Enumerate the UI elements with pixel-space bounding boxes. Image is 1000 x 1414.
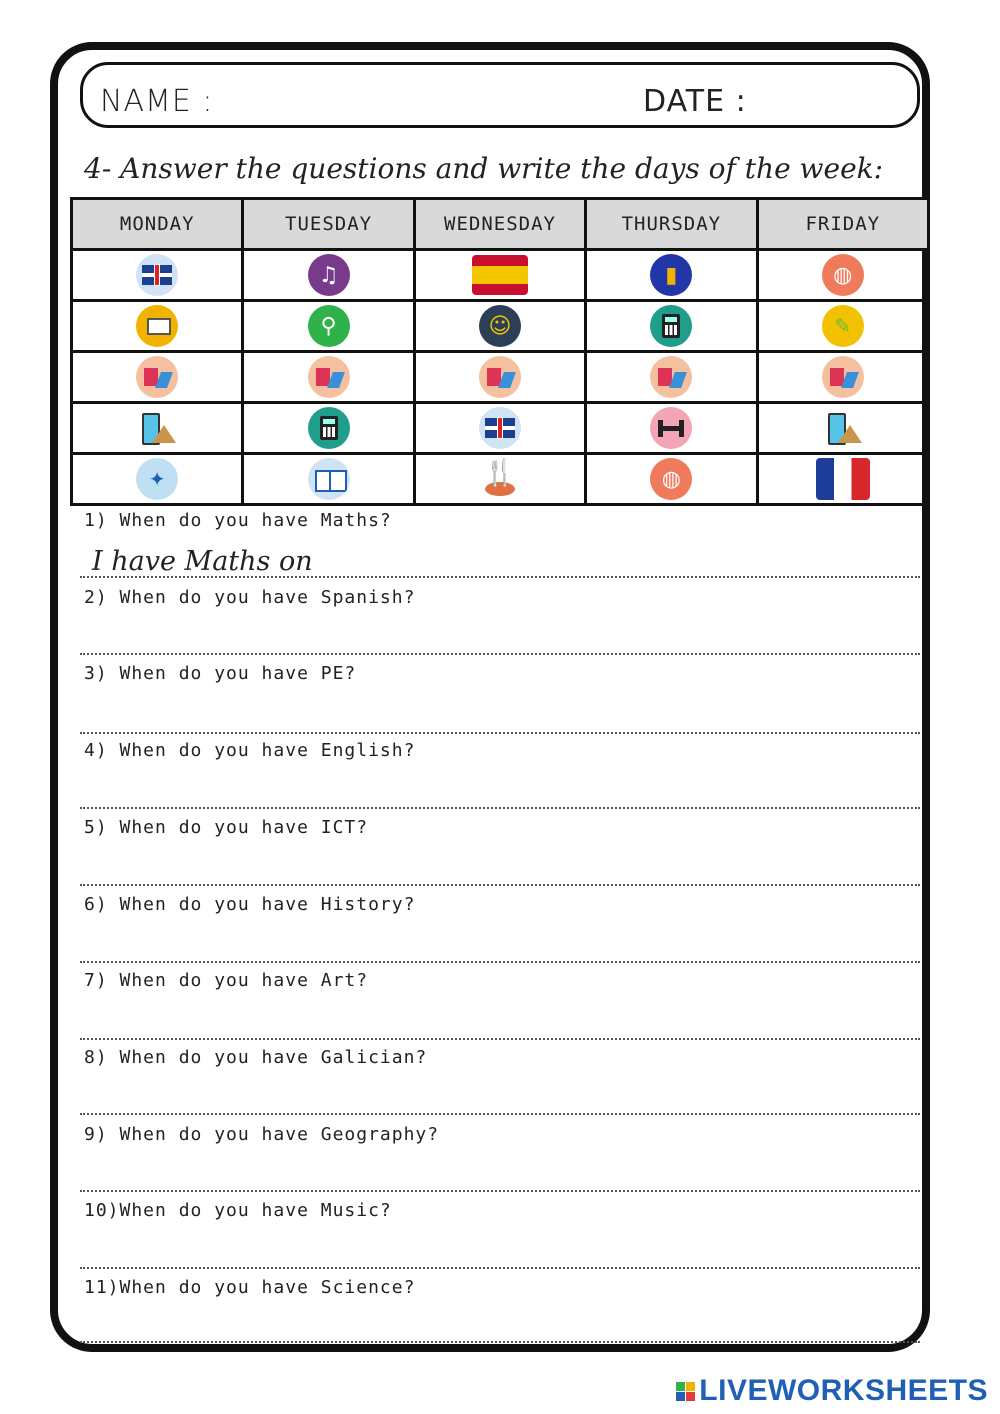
uk-flag-icon	[479, 407, 521, 449]
theatre-masks-icon: ☺	[479, 305, 521, 347]
timetable-cell	[757, 403, 928, 454]
answer-line[interactable]	[80, 1113, 920, 1115]
snack-icon	[822, 407, 864, 449]
answer-line[interactable]	[80, 961, 920, 963]
timetable-cell	[243, 352, 414, 403]
timetable-cell	[757, 352, 928, 403]
timetable-cell	[72, 301, 243, 352]
question-text: 1) When do you have Maths?	[84, 510, 392, 531]
snack-icon	[136, 407, 178, 449]
question-text: 11)When do you have Science?	[84, 1277, 416, 1298]
brand-text: LIVEWORKSHEETS	[699, 1374, 988, 1407]
question-text: 10)When do you have Music?	[84, 1200, 392, 1221]
timetable-cell	[243, 403, 414, 454]
timetable-cell	[586, 454, 757, 505]
timetable-row	[72, 250, 929, 301]
microscope-icon: ⚲	[308, 305, 350, 347]
answer-text[interactable]: I have Maths on	[92, 546, 313, 577]
timetable-cell	[72, 250, 243, 301]
instruction-text: 4- Answer the questions and write the days of the week:	[84, 152, 884, 185]
timetable-cell	[414, 301, 585, 352]
day-header-monday: MONDAY	[72, 199, 243, 250]
spain-flag-icon	[472, 255, 528, 295]
dumbbell-icon	[650, 407, 692, 449]
liveworksheets-brand[interactable]	[676, 1374, 988, 1408]
playground-icon	[479, 356, 521, 398]
day-header-tuesday: TUESDAY	[243, 199, 414, 250]
playground-icon	[136, 356, 178, 398]
computer-icon	[136, 305, 178, 347]
timetable-cell	[243, 250, 414, 301]
answer-line[interactable]	[80, 1267, 920, 1269]
history-column-icon: ▮	[650, 254, 692, 296]
timetable-cell	[586, 301, 757, 352]
timetable-cell	[586, 403, 757, 454]
calculator-icon	[308, 407, 350, 449]
timetable	[70, 197, 930, 506]
question-text: 3) When do you have PE?	[84, 663, 357, 684]
question-text: 9) When do you have Geography?	[84, 1124, 440, 1145]
question-text: 2) When do you have Spanish?	[84, 587, 416, 608]
timetable-row	[72, 352, 929, 403]
timetable-cell	[757, 250, 928, 301]
answer-line[interactable]	[80, 1038, 920, 1040]
calculator-icon	[650, 305, 692, 347]
timetable-cell	[243, 301, 414, 352]
uk-flag-icon	[136, 254, 178, 296]
name-label: NAME :	[100, 84, 214, 119]
timetable-header-row	[72, 199, 929, 250]
timetable-cell	[414, 352, 585, 403]
answer-line[interactable]	[80, 576, 920, 578]
paint-brushes-icon: ✎	[822, 305, 864, 347]
playground-icon	[822, 356, 864, 398]
answer-line[interactable]	[80, 807, 920, 809]
day-header-thursday: THURSDAY	[586, 199, 757, 250]
timetable-row	[72, 454, 929, 505]
date-label: DATE :	[643, 84, 747, 119]
answer-line[interactable]	[80, 1341, 920, 1343]
question-text: 7) When do you have Art?	[84, 970, 369, 991]
timetable-cell	[243, 454, 414, 505]
answer-line[interactable]	[80, 653, 920, 655]
lunch-icon: 🍴	[479, 458, 521, 500]
globe-icon: ◍	[650, 458, 692, 500]
question-text: 6) When do you have History?	[84, 894, 416, 915]
timetable-cell	[757, 454, 928, 505]
question-text: 8) When do you have Galician?	[84, 1047, 428, 1068]
timetable-row	[72, 301, 929, 352]
liveworksheets-logo-icon	[676, 1382, 695, 1401]
book-icon	[308, 458, 350, 500]
timetable-cell	[414, 403, 585, 454]
timetable-cell	[586, 352, 757, 403]
timetable-cell	[414, 250, 585, 301]
timetable-cell	[414, 454, 585, 505]
playground-icon	[308, 356, 350, 398]
timetable-cell	[72, 454, 243, 505]
question-text: 5) When do you have ICT?	[84, 817, 369, 838]
galicia-map-icon: ✦	[136, 458, 178, 500]
timetable-cell	[72, 403, 243, 454]
day-header-wednesday: WEDNESDAY	[414, 199, 585, 250]
timetable-cell	[72, 352, 243, 403]
timetable-cell	[757, 301, 928, 352]
timetable-cell	[586, 250, 757, 301]
france-map-icon	[816, 458, 870, 500]
playground-icon	[650, 356, 692, 398]
music-icon: ♫	[308, 254, 350, 296]
question-text: 4) When do you have English?	[84, 740, 416, 761]
globe-icon: ◍	[822, 254, 864, 296]
answer-line[interactable]	[80, 884, 920, 886]
timetable-row	[72, 403, 929, 454]
answer-line[interactable]	[80, 1190, 920, 1192]
day-header-friday: FRIDAY	[757, 199, 928, 250]
answer-line[interactable]	[80, 732, 920, 734]
